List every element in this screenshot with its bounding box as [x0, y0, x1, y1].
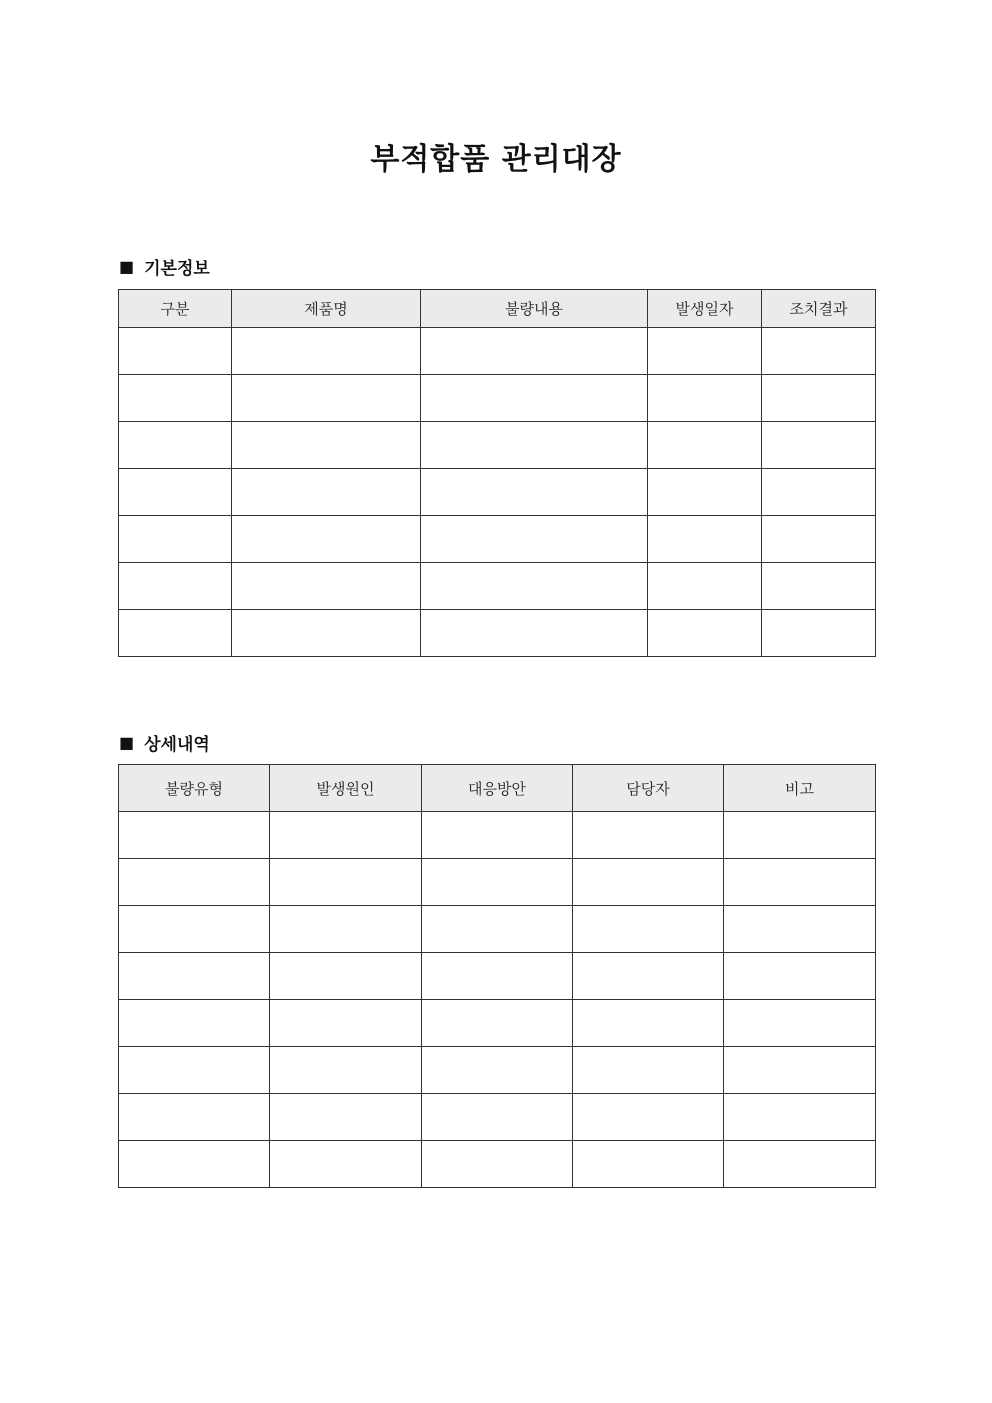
table-cell[interactable] — [573, 1141, 724, 1188]
section-heading-details — [119, 730, 210, 755]
column-header-action-result: 조치결과 — [762, 290, 876, 328]
table-cell[interactable] — [762, 469, 876, 516]
table-cell[interactable] — [422, 812, 573, 859]
table-cell[interactable] — [119, 422, 232, 469]
table-cell[interactable] — [119, 1094, 270, 1141]
table-cell[interactable] — [422, 953, 573, 1000]
table-cell[interactable] — [573, 1094, 724, 1141]
table-row — [119, 812, 876, 859]
table-row — [119, 1000, 876, 1047]
table-cell[interactable] — [648, 328, 762, 375]
table-cell[interactable] — [724, 1000, 876, 1047]
table-cell[interactable] — [232, 610, 421, 657]
table-header-row — [119, 765, 876, 812]
table-cell[interactable] — [648, 516, 762, 563]
square-bullet-icon: ■ — [119, 732, 135, 752]
table-cell[interactable] — [270, 1094, 422, 1141]
column-header-occurrence-date: 발생일자 — [648, 290, 762, 328]
table-cell[interactable] — [573, 906, 724, 953]
table-cell[interactable] — [232, 328, 421, 375]
table-cell[interactable] — [119, 906, 270, 953]
table-cell[interactable] — [421, 375, 648, 422]
column-header-person-in-charge: 담당자 — [573, 765, 724, 812]
table-row — [119, 610, 876, 657]
table-cell[interactable] — [724, 859, 876, 906]
table-cell[interactable] — [762, 516, 876, 563]
table-cell[interactable] — [648, 469, 762, 516]
table-cell[interactable] — [119, 812, 270, 859]
table-cell[interactable] — [724, 1047, 876, 1094]
table-cell[interactable] — [270, 812, 422, 859]
table-cell[interactable] — [724, 1141, 876, 1188]
table-cell[interactable] — [232, 516, 421, 563]
table-row — [119, 375, 876, 422]
column-header-product-name: 제품명 — [232, 290, 421, 328]
table-cell[interactable] — [422, 906, 573, 953]
table-cell[interactable] — [422, 1047, 573, 1094]
table-cell[interactable] — [232, 375, 421, 422]
column-header-countermeasure: 대응방안 — [422, 765, 573, 812]
table-cell[interactable] — [232, 422, 421, 469]
table-row — [119, 328, 876, 375]
table-cell[interactable] — [648, 563, 762, 610]
table-row — [119, 1047, 876, 1094]
table-cell[interactable] — [762, 422, 876, 469]
basic-info-table — [118, 289, 876, 657]
table-row — [119, 1141, 876, 1188]
table-cell[interactable] — [724, 812, 876, 859]
table-header-row — [119, 290, 876, 328]
table-cell[interactable] — [119, 375, 232, 422]
table-cell[interactable] — [762, 610, 876, 657]
table-cell[interactable] — [648, 610, 762, 657]
table-cell[interactable] — [119, 328, 232, 375]
table-cell[interactable] — [573, 812, 724, 859]
detail-table — [118, 764, 876, 1188]
table-cell[interactable] — [724, 906, 876, 953]
page-title: 부적합품 관리대장 — [370, 142, 622, 177]
table-cell[interactable] — [648, 375, 762, 422]
table-cell[interactable] — [270, 1000, 422, 1047]
table-row — [119, 422, 876, 469]
square-bullet-icon: ■ — [119, 256, 135, 276]
table-row — [119, 563, 876, 610]
table-cell[interactable] — [119, 563, 232, 610]
table-cell[interactable] — [648, 422, 762, 469]
table-cell[interactable] — [119, 1000, 270, 1047]
table-cell[interactable] — [724, 953, 876, 1000]
table-row — [119, 516, 876, 563]
table-cell[interactable] — [421, 516, 648, 563]
table-cell[interactable] — [762, 375, 876, 422]
table-cell[interactable] — [422, 1000, 573, 1047]
table-cell[interactable] — [422, 859, 573, 906]
column-header-category: 구분 — [119, 290, 232, 328]
table-cell[interactable] — [232, 469, 421, 516]
section-heading-basic-info — [119, 254, 210, 279]
table-cell[interactable] — [119, 469, 232, 516]
table-cell[interactable] — [422, 1141, 573, 1188]
table-row — [119, 906, 876, 953]
table-cell[interactable] — [270, 953, 422, 1000]
table-cell[interactable] — [119, 1141, 270, 1188]
table-row — [119, 859, 876, 906]
table-row — [119, 953, 876, 1000]
table-cell[interactable] — [119, 953, 270, 1000]
table-cell[interactable] — [573, 1047, 724, 1094]
table-cell[interactable] — [421, 328, 648, 375]
column-header-defect-type: 불량유형 — [119, 765, 270, 812]
table-cell[interactable] — [724, 1094, 876, 1141]
table-cell[interactable] — [232, 563, 421, 610]
table-cell[interactable] — [270, 1141, 422, 1188]
table-cell[interactable] — [119, 610, 232, 657]
table-row — [119, 469, 876, 516]
column-header-defect-description: 불량내용 — [421, 290, 648, 328]
table-cell[interactable] — [119, 1047, 270, 1094]
table-cell[interactable] — [573, 953, 724, 1000]
table-cell[interactable] — [270, 906, 422, 953]
table-cell[interactable] — [762, 328, 876, 375]
table-row — [119, 1094, 876, 1141]
section-heading-label: 상세내역 — [144, 735, 210, 755]
table-cell[interactable] — [270, 1047, 422, 1094]
table-cell[interactable] — [119, 516, 232, 563]
table-cell[interactable] — [573, 1000, 724, 1047]
table-cell[interactable] — [421, 563, 648, 610]
table-cell[interactable] — [421, 610, 648, 657]
section-heading-label: 기본정보 — [144, 259, 210, 279]
table-cell[interactable] — [573, 859, 724, 906]
column-header-root-cause: 발생원인 — [270, 765, 422, 812]
table-cell[interactable] — [270, 859, 422, 906]
column-header-remarks: 비고 — [724, 765, 876, 812]
table-cell[interactable] — [422, 1094, 573, 1141]
table-cell[interactable] — [421, 469, 648, 516]
table-cell[interactable] — [762, 563, 876, 610]
table-cell[interactable] — [119, 859, 270, 906]
table-cell[interactable] — [421, 422, 648, 469]
